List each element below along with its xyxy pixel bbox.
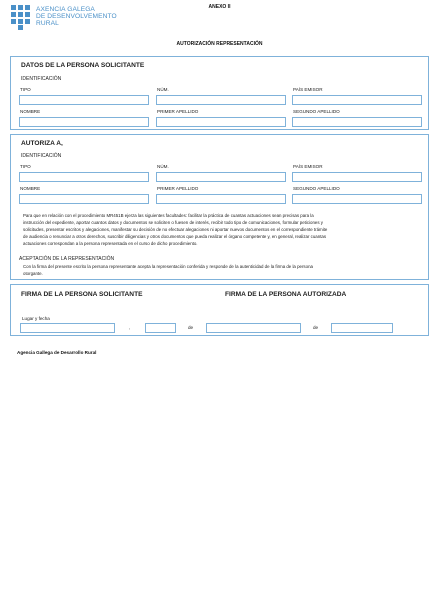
applicant-nombre-input[interactable] [19,117,149,127]
agency-line-3: RURAL [36,20,59,27]
authorized-section-title: AUTORIZA A, [21,140,63,147]
authorized-segundo-apellido-label: SEGUNDO APELLIDO [293,186,340,191]
authorized-pais-input[interactable] [292,172,422,182]
applicant-pais-input[interactable] [292,95,422,105]
authorized-identification-label: IDENTIFICACIÓN [21,153,62,159]
authorized-signature-title: FIRMA DE LA PERSONA AUTORIZADA [225,291,347,298]
month-input[interactable] [206,323,301,333]
place-input[interactable] [20,323,115,333]
agency-line-2: DE DESENVOLVEMENTO [36,13,117,20]
authorized-num-label: NÚM. [157,164,169,169]
authorized-primer-apellido-label: PRIMER APELLIDO [157,186,199,191]
authorized-tipo-input[interactable] [19,172,149,182]
authorized-segundo-apellido-input[interactable] [292,194,422,204]
annex-label: ANEXO II [208,4,231,10]
footer-agency: Agencia Gallega de Desarrollo Rural [17,350,97,355]
faculties-line: solicitudes, presentar escritos y alegaciones, manifestar su decisión de no efectuar alegaciones ni aportar nuevos documentos en el correspondiente trámite [23,227,328,232]
authorized-tipo-label: TIPO [20,164,31,169]
faculties-line: instrucción del expediente, aportar cuantos datos y documentos se soliciten o fuesen de interés, recibir todo tipo de comunicaciones, formular peticiones y [23,220,323,225]
applicant-num-input[interactable] [156,95,286,105]
comma-separator: , [129,325,131,330]
authorized-nombre-input[interactable] [19,194,149,204]
applicant-primer-apellido-input[interactable] [156,117,286,127]
applicant-num-label: NÚM. [157,87,169,92]
acceptance-line: otorgante. [23,271,43,276]
acceptance-line: Con la firma del presente escrito la persona representante acepta la representación conferida y responde de la autenticidad de la firma de la persona [23,264,313,269]
day-input[interactable] [145,323,176,333]
applicant-primer-apellido-label: PRIMER APELLIDO [157,109,199,114]
acceptance-text [23,263,423,277]
faculties-line: actuaciones correspondan a la persona representada en el curso de dicho procedimiento. [23,241,198,246]
applicant-section [10,56,429,130]
applicant-pais-label: PAÍS EMISOR [293,87,323,92]
applicant-segundo-apellido-input[interactable] [292,117,422,127]
de-label-2: de [313,325,319,330]
acceptance-title: ACEPTACIÓN DE LA REPRESENTACIÓN [19,256,115,262]
year-input[interactable] [331,323,393,333]
signature-section [10,284,429,336]
authorized-pais-label: PAÍS EMISOR [293,164,323,169]
applicant-segundo-apellido-label: SEGUNDO APELLIDO [293,109,340,114]
authorized-section [10,134,429,280]
authorized-nombre-label: NOMBRE [20,186,41,191]
de-label-1: de [188,325,194,330]
document-title: AUTORIZACIÓN REPRESENTACIÓN [176,41,263,47]
applicant-tipo-input[interactable] [19,95,149,105]
place-date-label: Lugar y fecha [22,316,50,321]
applicant-signature-title: FIRMA DE LA PERSONA SOLICITANTE [21,291,143,298]
applicant-tipo-label: TIPO [20,87,31,92]
applicant-section-title: DATOS DE LA PERSONA SOLICITANTE [21,62,145,69]
applicant-identification-label: IDENTIFICACIÓN [21,76,62,82]
authorized-primer-apellido-input[interactable] [156,194,286,204]
faculties-line: Para que en relación con el procedimiento MR451B ejerza las siguientes facultades: facilitar la práctica de cuantas actuaciones sean precisas para la [23,213,314,218]
faculties-line: de audiencia o renunciar a otros derechos, suscribir diligencias y otros documentos que pueda realizar el órgano competente y, en general, realizar cuantas [23,234,327,239]
authorized-num-input[interactable] [156,172,286,182]
representation-faculties-text [23,212,423,247]
agency-line-1: AXENCIA GALEGA [36,6,95,13]
applicant-nombre-label: NOMBRE [20,109,41,114]
